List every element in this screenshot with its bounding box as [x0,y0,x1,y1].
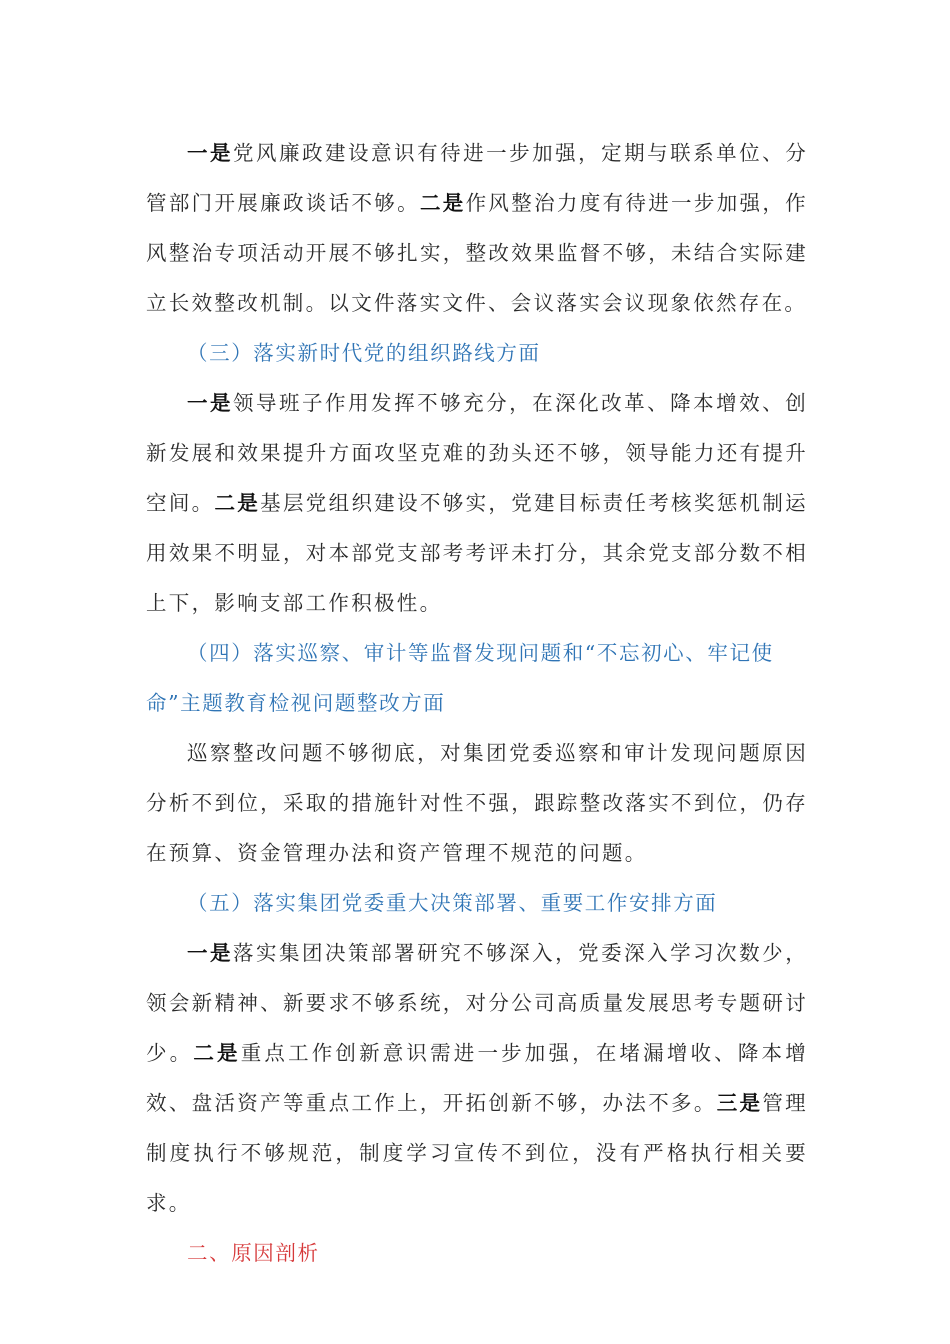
paragraph-text: 巡察整改问题不够彻底，对集团党委巡察和审计发现问题原因分析不到位，采取的措施针对性不强，跟踪整改落实不到位，仍存在预算、资金管理办法和资产管理不规范的问题。 [146,741,808,865]
paragraph-text: 基层党组织建设不够实，党建目标责任考核奖惩机制运用效果不明显，对本部党支部考考评未打分，其余党支部分数不相上下，影响支部工作积极性。 [146,491,808,615]
lead-marker: 二是 [419,191,466,215]
body-paragraph [146,728,808,878]
lead-marker: 二是 [193,1041,241,1065]
paragraph-text: 党风廉政建设意识有待进一步加强，定期与联系单位、分管部门开展廉政谈话不够。 [146,141,808,215]
paragraph-text: 管理制度执行不够规范，制度学习宣传不到位，没有严格执行相关要求。 [146,1091,808,1215]
body-paragraph [146,128,808,328]
paragraph-text: 作风整治力度有待进一步加强，作风整治专项活动开展不够扎实，整改效果监督不够，未结合实际建立长效整改机制。以文件落实文件、会议落实会议现象依然存在。 [146,191,808,315]
lead-marker: 三是 [716,1091,763,1115]
lead-marker: 二是 [214,491,261,515]
section-heading: （四）落实巡察、审计等监督发现问题和“不忘初心、牢记使命”主题教育检视问题整改方面 [146,641,774,715]
section-heading: （五）落实集团党委重大决策部署、重要工作安排方面 [187,891,718,915]
paragraph-text: 领导班子作用发挥不够充分，在深化改革、降本增效、创新发展和效果提升方面攻坚克难的劲头还不够，领导能力还有提升空间。 [146,391,808,515]
section-heading: 二、原因剖析 [187,1241,320,1265]
body-paragraph [146,928,808,1228]
lead-marker: 一是 [187,141,234,165]
body-paragraph [146,378,808,628]
lead-marker: 一是 [187,941,234,965]
paragraph-text: 落实集团决策部署研究不够深入，党委深入学习次数少，领会新精神、新要求不够系统，对分公司高质量发展思考专题研讨少。 [146,941,808,1065]
lead-marker: 一是 [187,391,234,415]
paragraph-text: 重点工作创新意识需进一步加强，在堵漏增收、降本增效、盘活资产等重点工作上，开拓创新不够，办法不多。 [146,1041,809,1115]
section-heading: （三）落实新时代党的组织路线方面 [187,341,541,365]
